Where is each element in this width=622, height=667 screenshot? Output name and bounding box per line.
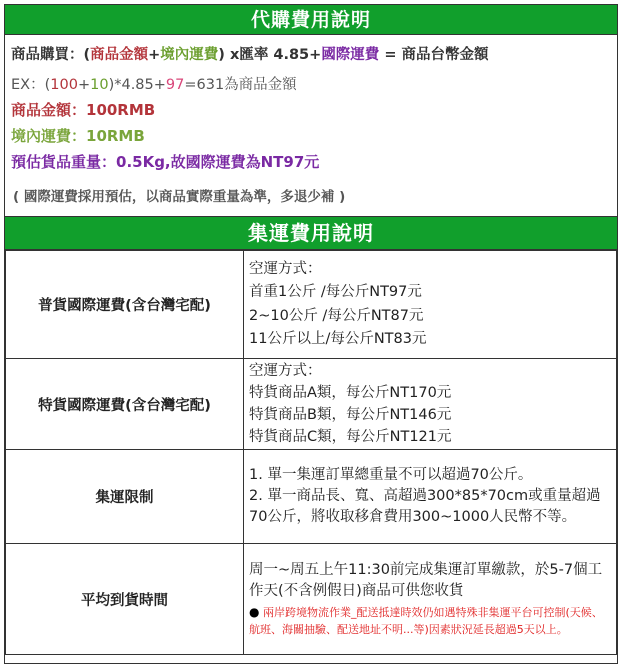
estimated-weight-line: 預估貨品重量：0.5Kg,故國際運費為NT97元 <box>11 153 320 171</box>
row-value: 周一~周五上午11:30前完成集運訂單繳款，於5-7個工作天(不含例假日)商品可供您收貨 ● 兩岸跨境物流作業_配送抵達時效仍如遇特殊非集運平台可控制(天候、航班、海關抽驗、配送地址不明...等)因素狀況延長超過5天以上。 <box>244 544 617 655</box>
table-row <box>6 544 617 655</box>
item-amount-line: 商品金額：100RMB <box>11 101 156 119</box>
formula-intl-shipping: 國際運費 <box>321 47 380 63</box>
delivery-warning: ● 兩岸跨境物流作業_配送抵達時效仍如遇特殊非集運平台可控制(天候、航班、海關抽驗、配送地址不明...等)因素狀況延長超過5天以上。 <box>249 605 603 636</box>
row-value: 1. 單一集運訂單總重量不可以超過70公斤。 2. 單一商品長、寬、高超過300*85*70cm或重量超過70公斤，將收取移倉費用300~1000人民幣不等。 <box>244 450 617 544</box>
pricing-info-panel <box>4 4 618 664</box>
table-row <box>6 251 617 359</box>
row-label: 集運限制 <box>6 450 244 544</box>
row-label: 普貨國際運費(含台灣宅配) <box>6 251 244 359</box>
formula-domestic-shipping: 境內運費 <box>160 47 219 63</box>
consolidation-fee-table <box>5 250 617 655</box>
consolidation-fee-header: 集運費用說明 <box>5 217 617 250</box>
formula-item-amount: 商品金額 <box>90 47 149 63</box>
bullet-icon: ● <box>249 605 260 619</box>
table-row <box>6 359 617 450</box>
price-formula: 商品購買：(商品金額+境內運費) x匯率 4.85+國際運費 = 商品台幣金額 <box>11 47 489 63</box>
row-value: 空運方式： 首重1公斤 /每公斤NT97元 2~10公斤 /每公斤NT87元 11公斤以上/每公斤NT83元 <box>244 251 617 359</box>
domestic-shipping-line: 境內運費：10RMB <box>11 127 145 145</box>
purchase-fee-section <box>5 35 617 217</box>
row-label: 平均到貨時間 <box>6 544 244 655</box>
row-label: 特貨國際運費(含台灣宅配) <box>6 359 244 450</box>
purchase-fee-header: 代購費用說明 <box>5 5 617 35</box>
price-example: EX：(100+10)*4.85+97=631為商品金額 <box>11 77 297 93</box>
row-value: 空運方式： 特貨商品A類，每公斤NT170元 特貨商品B類，每公斤NT146元 特貨商品C類，每公斤NT121元 <box>244 359 617 450</box>
estimate-note: ( 國際運費採用預估，以商品實際重量為準，多退少補 ) <box>13 189 346 205</box>
table-row <box>6 450 617 544</box>
